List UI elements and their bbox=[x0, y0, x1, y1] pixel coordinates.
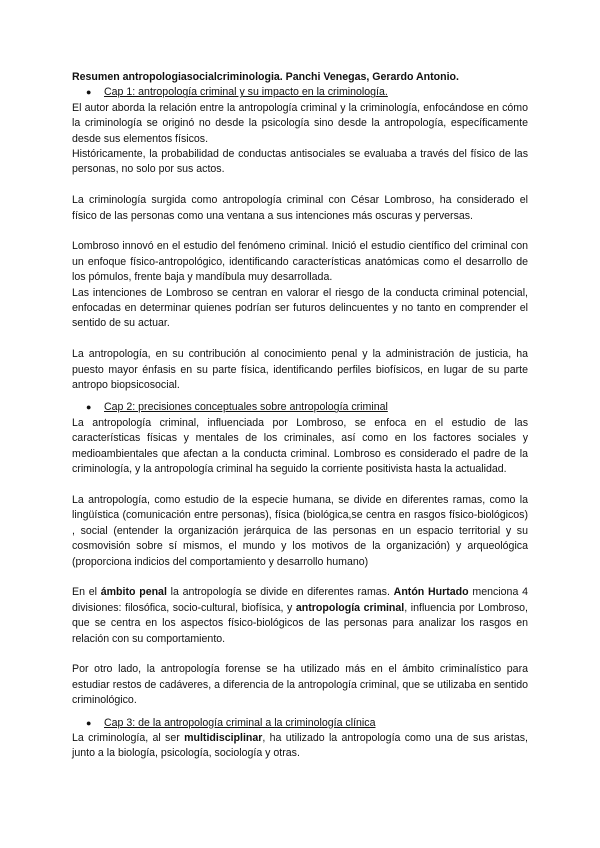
paragraph: La antropología, como estudio de la especie humana, se divide en diferentes ramas, como la lingüística (comunicación entre personas), física (biológica,se centra en rasgos físico-biológicos) , social (entender la organización jerárquica de las personas en un espacio territorial y su cosmovisión sobre sí mismos, el mundo y los motivos de la organización) y arqueológica (proporciona indicios del comportamiento y desarrollo humano) bbox=[72, 493, 528, 568]
text-run: la antropología se divide en diferentes ramas. bbox=[166, 586, 394, 599]
text-run: La criminología, al ser bbox=[72, 731, 185, 744]
paragraph: El autor aborda la relación entre la antropología criminal y la criminología, enfocándose en cómo la criminología se originó no desde la psicología sino desde la antropología, específicamente desde sus elementos físicos. bbox=[72, 101, 528, 145]
section-heading-text: Cap 2: precisiones conceptuales sobre antropología criminal bbox=[104, 401, 388, 414]
paragraph-rich bbox=[72, 731, 528, 762]
section-heading-cap-2 bbox=[72, 400, 528, 415]
text-run: menciona 4 divisiones: filosófica, socio-cultural, biofísica, y bbox=[72, 586, 528, 614]
paragraph: La criminología surgida como antropología criminal con César Lombroso, ha considerado el físico de las personas como una ventana a sus intenciones más oscuras y perversas. bbox=[72, 194, 528, 222]
bold-term: multidisciplinar bbox=[184, 731, 263, 744]
bold-term: Antón Hurtado bbox=[393, 586, 469, 599]
text-run: En el bbox=[72, 586, 101, 599]
section-heading-text: Cap 3: de la antropología criminal a la criminología clínica bbox=[104, 716, 376, 729]
paragraph: La antropología, en su contribución al conocimiento penal y la administración de justicia, ha puesto mayor énfasis en su parte física, identificando perfiles biofísicos, en lugar de su parte antropo biopsicosocial. bbox=[72, 348, 528, 392]
bold-term: antropología criminal bbox=[295, 601, 405, 614]
bullet-icon: ● bbox=[86, 402, 92, 413]
document-title: Resumen antropologiasocialcriminologia. Panchi Venegas, Gerardo Antonio. bbox=[72, 71, 459, 83]
paragraph: Lombroso innovó en el estudio del fenómeno criminal. Inició el estudio científico del criminal con un enfoque físico-antropológico, identificando características anatómicas como el desarrollo de los pómulos, frente baja y mandíbula muy desarrollada. bbox=[72, 240, 528, 284]
bullet-icon: ● bbox=[86, 717, 92, 728]
section-heading-cap-1 bbox=[72, 85, 528, 100]
paragraph: Las intenciones de Lombroso se centran en valorar el riesgo de la conducta criminal potencial, enfocadas en determinar quienes podrían ser futuros delincuentes y no tanto en comprender el sentido de su actuar. bbox=[72, 286, 528, 330]
section-heading-text: Cap 1: antropología criminal y su impacto en la criminología. bbox=[104, 86, 388, 99]
paragraph: La antropología criminal, influenciada por Lombroso, se enfoca en el estudio de las características físicas y mentales de los criminales, así como en los factores sociales y medioambientales que afectan a la conducta criminal. Lombroso es considerado el padre de la criminología, y la antropología criminal ha seguido la corriente positivista hasta la actualidad. bbox=[72, 416, 528, 476]
text-run: , influencia por Lombroso, que se centra en los aspectos físico-biológicos de las personas para analizar los rasgos en relación con su comportamiento. bbox=[72, 601, 529, 645]
bullet-icon: ● bbox=[86, 87, 92, 98]
paragraph-rich bbox=[72, 585, 528, 647]
section-heading-cap-3 bbox=[72, 716, 528, 731]
paragraph: Históricamente, la probabilidad de conductas antisociales se evaluaba a través del físico de las personas, no solo por sus actos. bbox=[72, 148, 528, 176]
bold-term: ámbito penal bbox=[100, 586, 167, 599]
text-run: , ha utilizado la antropología como una de sus aristas, junto a la biología, psicología, sociología y otras. bbox=[72, 731, 529, 760]
paragraph: Por otro lado, la antropología forense se ha utilizado más en el ámbito criminalístico para estudiar restos de cadáveres, a diferencia de la antropología criminal, que se utilizaba en sentido criminológico. bbox=[72, 663, 528, 707]
